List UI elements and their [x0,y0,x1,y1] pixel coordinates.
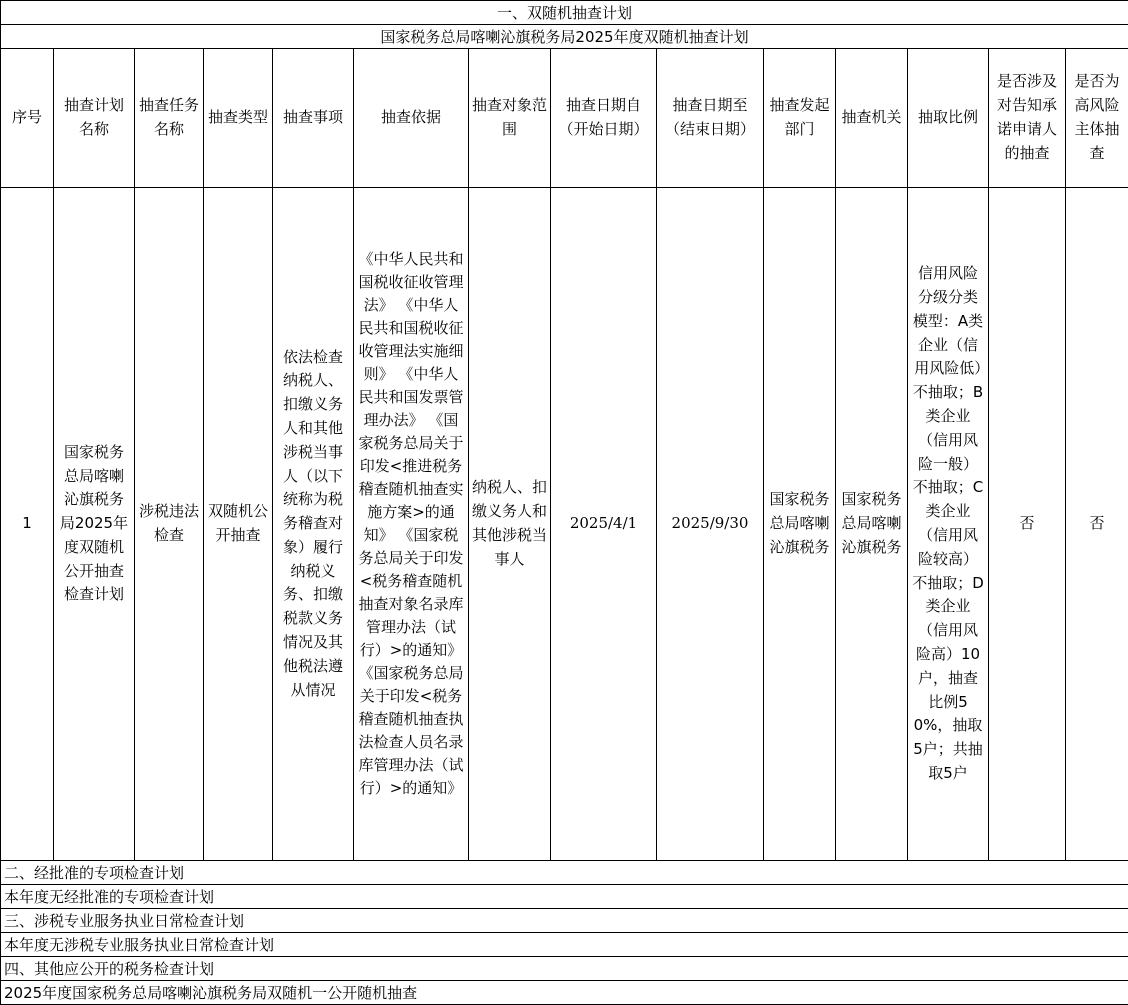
header-basis: 抽查依据 [354,49,469,188]
section4-text: 2025年度国家税务总局喀喇沁旗税务局双随机一公开随机抽查 [1,981,1128,1005]
header-check-type: 抽查类型 [204,49,273,188]
cell-task-name: 涉税违法检查 [135,188,204,861]
plan-title: 国家税务总局喀喇沁旗税务局2025年度双随机抽查计划 [1,25,1128,49]
header-high-risk: 是否为高风险主体抽查 [1066,49,1128,188]
section2-text: 本年度无经批准的专项检查计划 [1,885,1128,909]
header-plan-name: 抽查计划名称 [54,49,135,188]
cell-basis: 《中华人民共和国税收征收管理法》 《中华人民共和国税收征收管理法实施细则》 《中华人民共和国发票管理办法》 《国家税务总局关于印发<推进税务稽查随机抽查实施方案>的通知》 《国家税务总局关于印发<税务稽查随机抽查对象名录库管理办法（试行）>的通知》 《国家税务总局关于印发<税务稽查随机抽查执法检查人员名录库管理办法（试行）>的通知》 [354,188,469,861]
section3-text: 本年度无涉税专业服务执业日常检查计划 [1,933,1128,957]
header-initiator: 抽查发起部门 [764,49,836,188]
cell-seq: 1 [1,188,54,861]
cell-date-to: 2025/9/30 [657,188,764,861]
section3-title: 三、涉税专业服务执业日常检查计划 [1,909,1128,933]
header-date-from: 抽查日期自（开始日期） [551,49,657,188]
header-ratio: 抽取比例 [908,49,989,188]
header-task-name: 抽查任务名称 [135,49,204,188]
header-scope: 抽查对象范围 [469,49,551,188]
cell-date-from: 2025/4/1 [551,188,657,861]
section2-title: 二、经批准的专项检查计划 [1,861,1128,885]
cell-authority: 国家税务总局喀喇沁旗税务 [836,188,908,861]
cell-high-risk: 否 [1066,188,1128,861]
cell-ratio: 信用风险分级分类模型：A类企业（信用风险低）不抽取；B类企业（信用风险一般）不抽取；C类企业（信用风险较高）不抽取；D类企业（信用风险高）10户，抽查比例50%，抽取5户；共抽取5户 [908,188,989,861]
header-promise-check: 是否涉及对告知承诺申请人的抽查 [989,49,1066,188]
cell-check-type: 双随机公开抽查 [204,188,273,861]
header-authority: 抽查机关 [836,49,908,188]
cell-promise-check: 否 [989,188,1066,861]
cell-check-items: 依法检查纳税人、扣缴义务人和其他涉税当事人（以下统称为税务稽查对象）履行纳税义务、扣缴税款义务情况及其他税法遵从情况 [273,188,354,861]
header-date-to: 抽查日期至（结束日期） [657,49,764,188]
section4-title: 四、其他应公开的税务检查计划 [1,957,1128,981]
header-seq: 序号 [1,49,54,188]
table-row [1,188,1128,861]
header-check-items: 抽查事项 [273,49,354,188]
cell-initiator: 国家税务总局喀喇沁旗税务 [764,188,836,861]
section1-title: 一、双随机抽查计划 [1,1,1128,25]
cell-plan-name: 国家税务总局喀喇沁旗税务局2025年度双随机公开抽查检查计划 [54,188,135,861]
cell-scope: 纳税人、扣缴义务人和其他涉税当事人 [469,188,551,861]
